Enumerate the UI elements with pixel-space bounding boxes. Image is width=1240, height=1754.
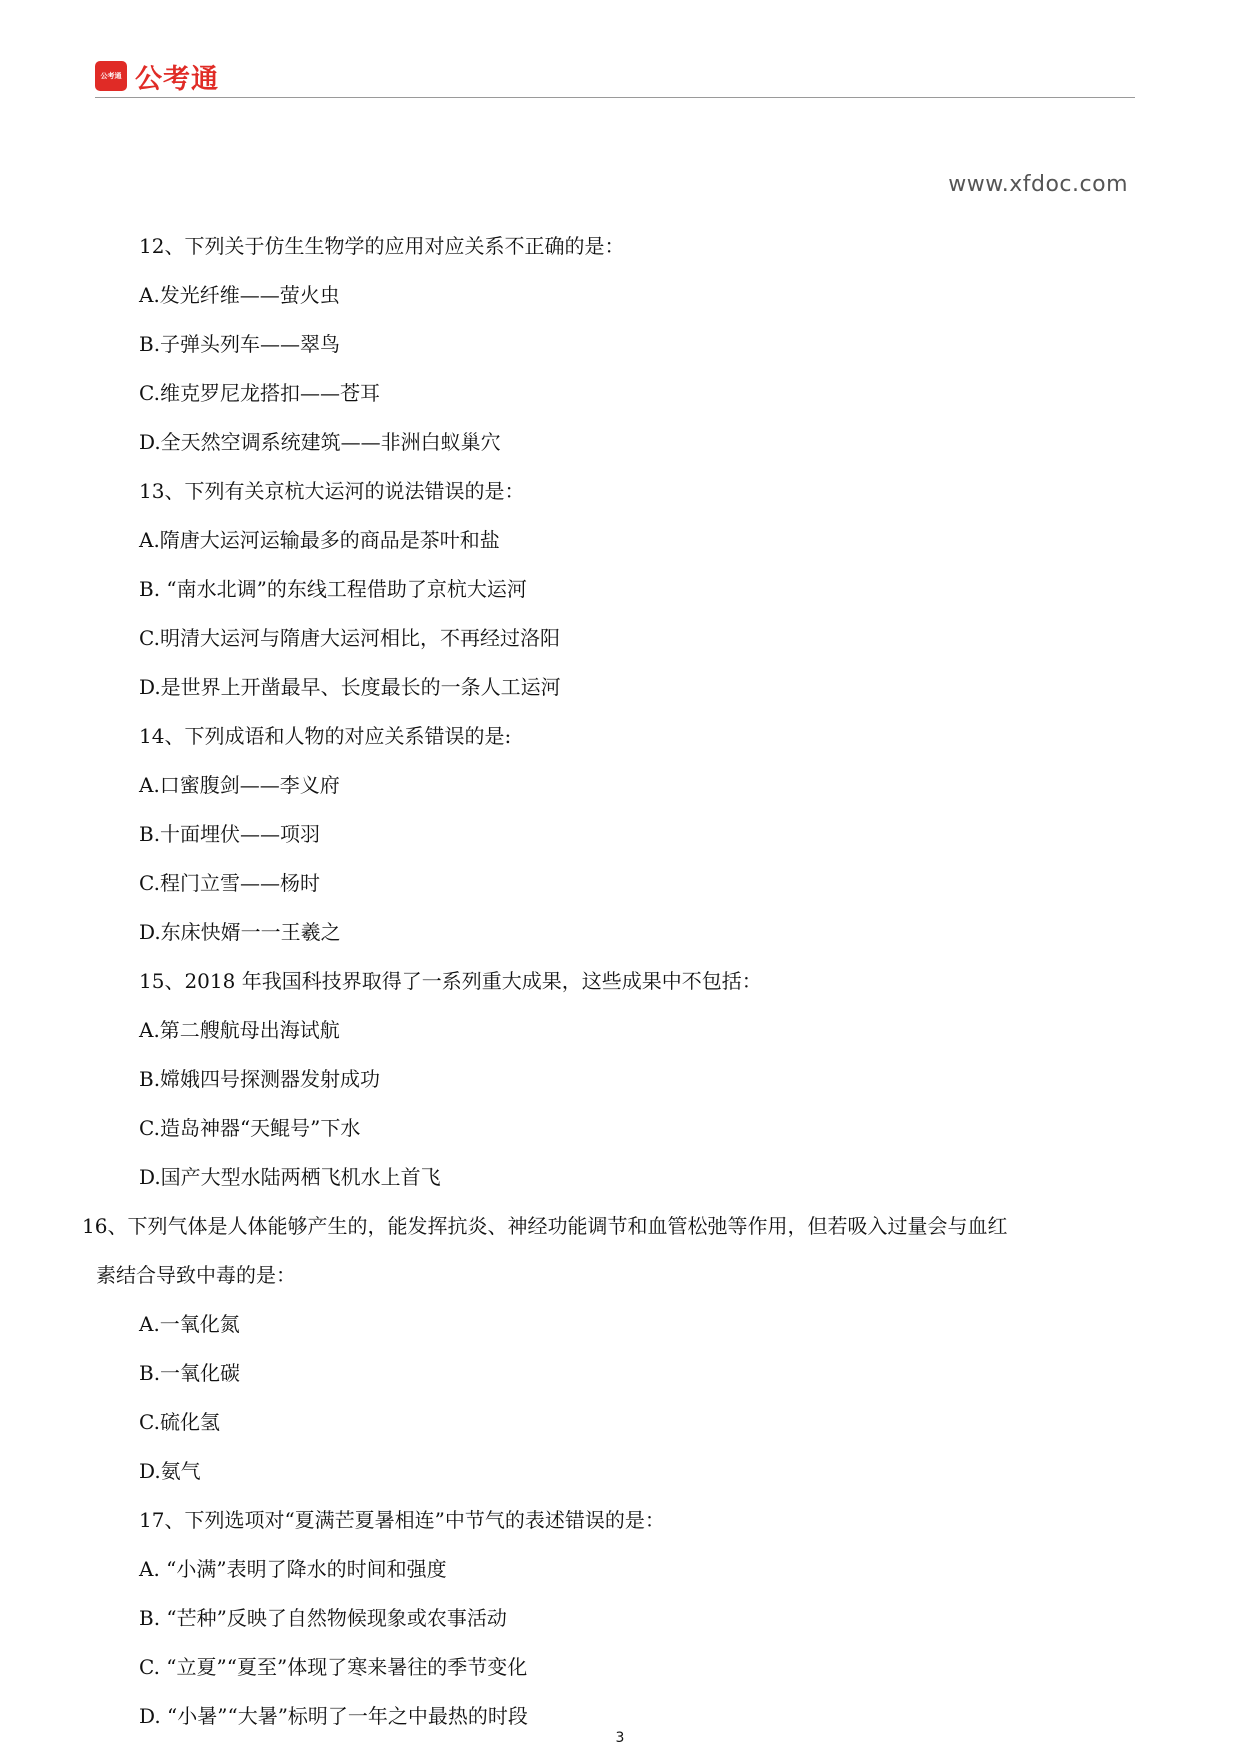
question-option: A.发光纤维——萤火虫 [139, 283, 340, 307]
question-option: B.子弹头列车——翠鸟 [139, 332, 341, 356]
question-option: A.第二艘航母出海试航 [139, 1018, 340, 1042]
question-option: B.嫦娥四号探测器发射成功 [139, 1067, 381, 1091]
question-stem: 12、下列关于仿生生物学的应用对应关系不正确的是： [139, 234, 625, 258]
question-option: C.造岛神器“天鲲号”下水 [139, 1116, 361, 1140]
header-divider [95, 97, 1135, 98]
question-stem: 13、下列有关京杭大运河的说法错误的是： [139, 479, 525, 503]
question-option: C.明清大运河与隋唐大运河相比，不再经过洛阳 [139, 626, 560, 650]
question-option: B. “芒种”反映了自然物候现象或农事活动 [139, 1606, 507, 1630]
question-option: C. “立夏”“夏至”体现了寒来暑往的季节变化 [139, 1655, 528, 1679]
question-option: A.一氧化氮 [139, 1312, 240, 1336]
logo-text: 公考通 [135, 63, 219, 95]
logo-badge-icon [95, 61, 127, 91]
question-stem: 15、2018 年我国科技界取得了一系列重大成果，这些成果中不包括： [139, 969, 762, 993]
question-option: A.口蜜腹剑——李义府 [139, 773, 340, 797]
question-option: B. “南水北调”的东线工程借助了京杭大运河 [139, 577, 527, 601]
question-option: D.氨气 [139, 1459, 201, 1483]
question-option: C.维克罗尼龙搭扣——苍耳 [139, 381, 380, 405]
question-option: C.硫化氢 [139, 1410, 220, 1434]
site-url: www.xfdoc.com [948, 172, 1128, 197]
question-stem-continued: 素结合导致中毒的是： [96, 1263, 296, 1287]
question-option: A.隋唐大运河运输最多的商品是茶叶和盐 [139, 528, 500, 552]
question-option: D.东床快婿一一王羲之 [139, 920, 341, 944]
question-option: A. “小满”表明了降水的时间和强度 [139, 1557, 447, 1581]
question-option: D.全天然空调系统建筑——非洲白蚁巢穴 [139, 430, 501, 454]
question-option: D.是世界上开凿最早、长度最长的一条人工运河 [139, 675, 561, 699]
question-option: B.十面埋伏——项羽 [139, 822, 321, 846]
question-stem: 16、下列气体是人体能够产生的，能发挥抗炎、神经功能调节和血管松弛等作用，但若吸入过量会与血红 [82, 1214, 1008, 1238]
question-stem: 17、下列选项对“夏满芒夏暑相连”中节气的表述错误的是： [139, 1508, 665, 1532]
header-logo [95, 60, 219, 95]
logo-badge-text: 公考通 [100, 72, 122, 80]
question-stem: 14、下列成语和人物的对应关系错误的是: [139, 724, 512, 748]
question-option: B.一氧化碳 [139, 1361, 241, 1385]
question-option: D.国产大型水陆两栖飞机水上首飞 [139, 1165, 441, 1189]
question-option: D. “小暑”“大暑”标明了一年之中最热的时段 [139, 1704, 528, 1728]
question-option: C.程门立雪——杨时 [139, 871, 320, 895]
page-number: 3 [615, 1730, 625, 1746]
